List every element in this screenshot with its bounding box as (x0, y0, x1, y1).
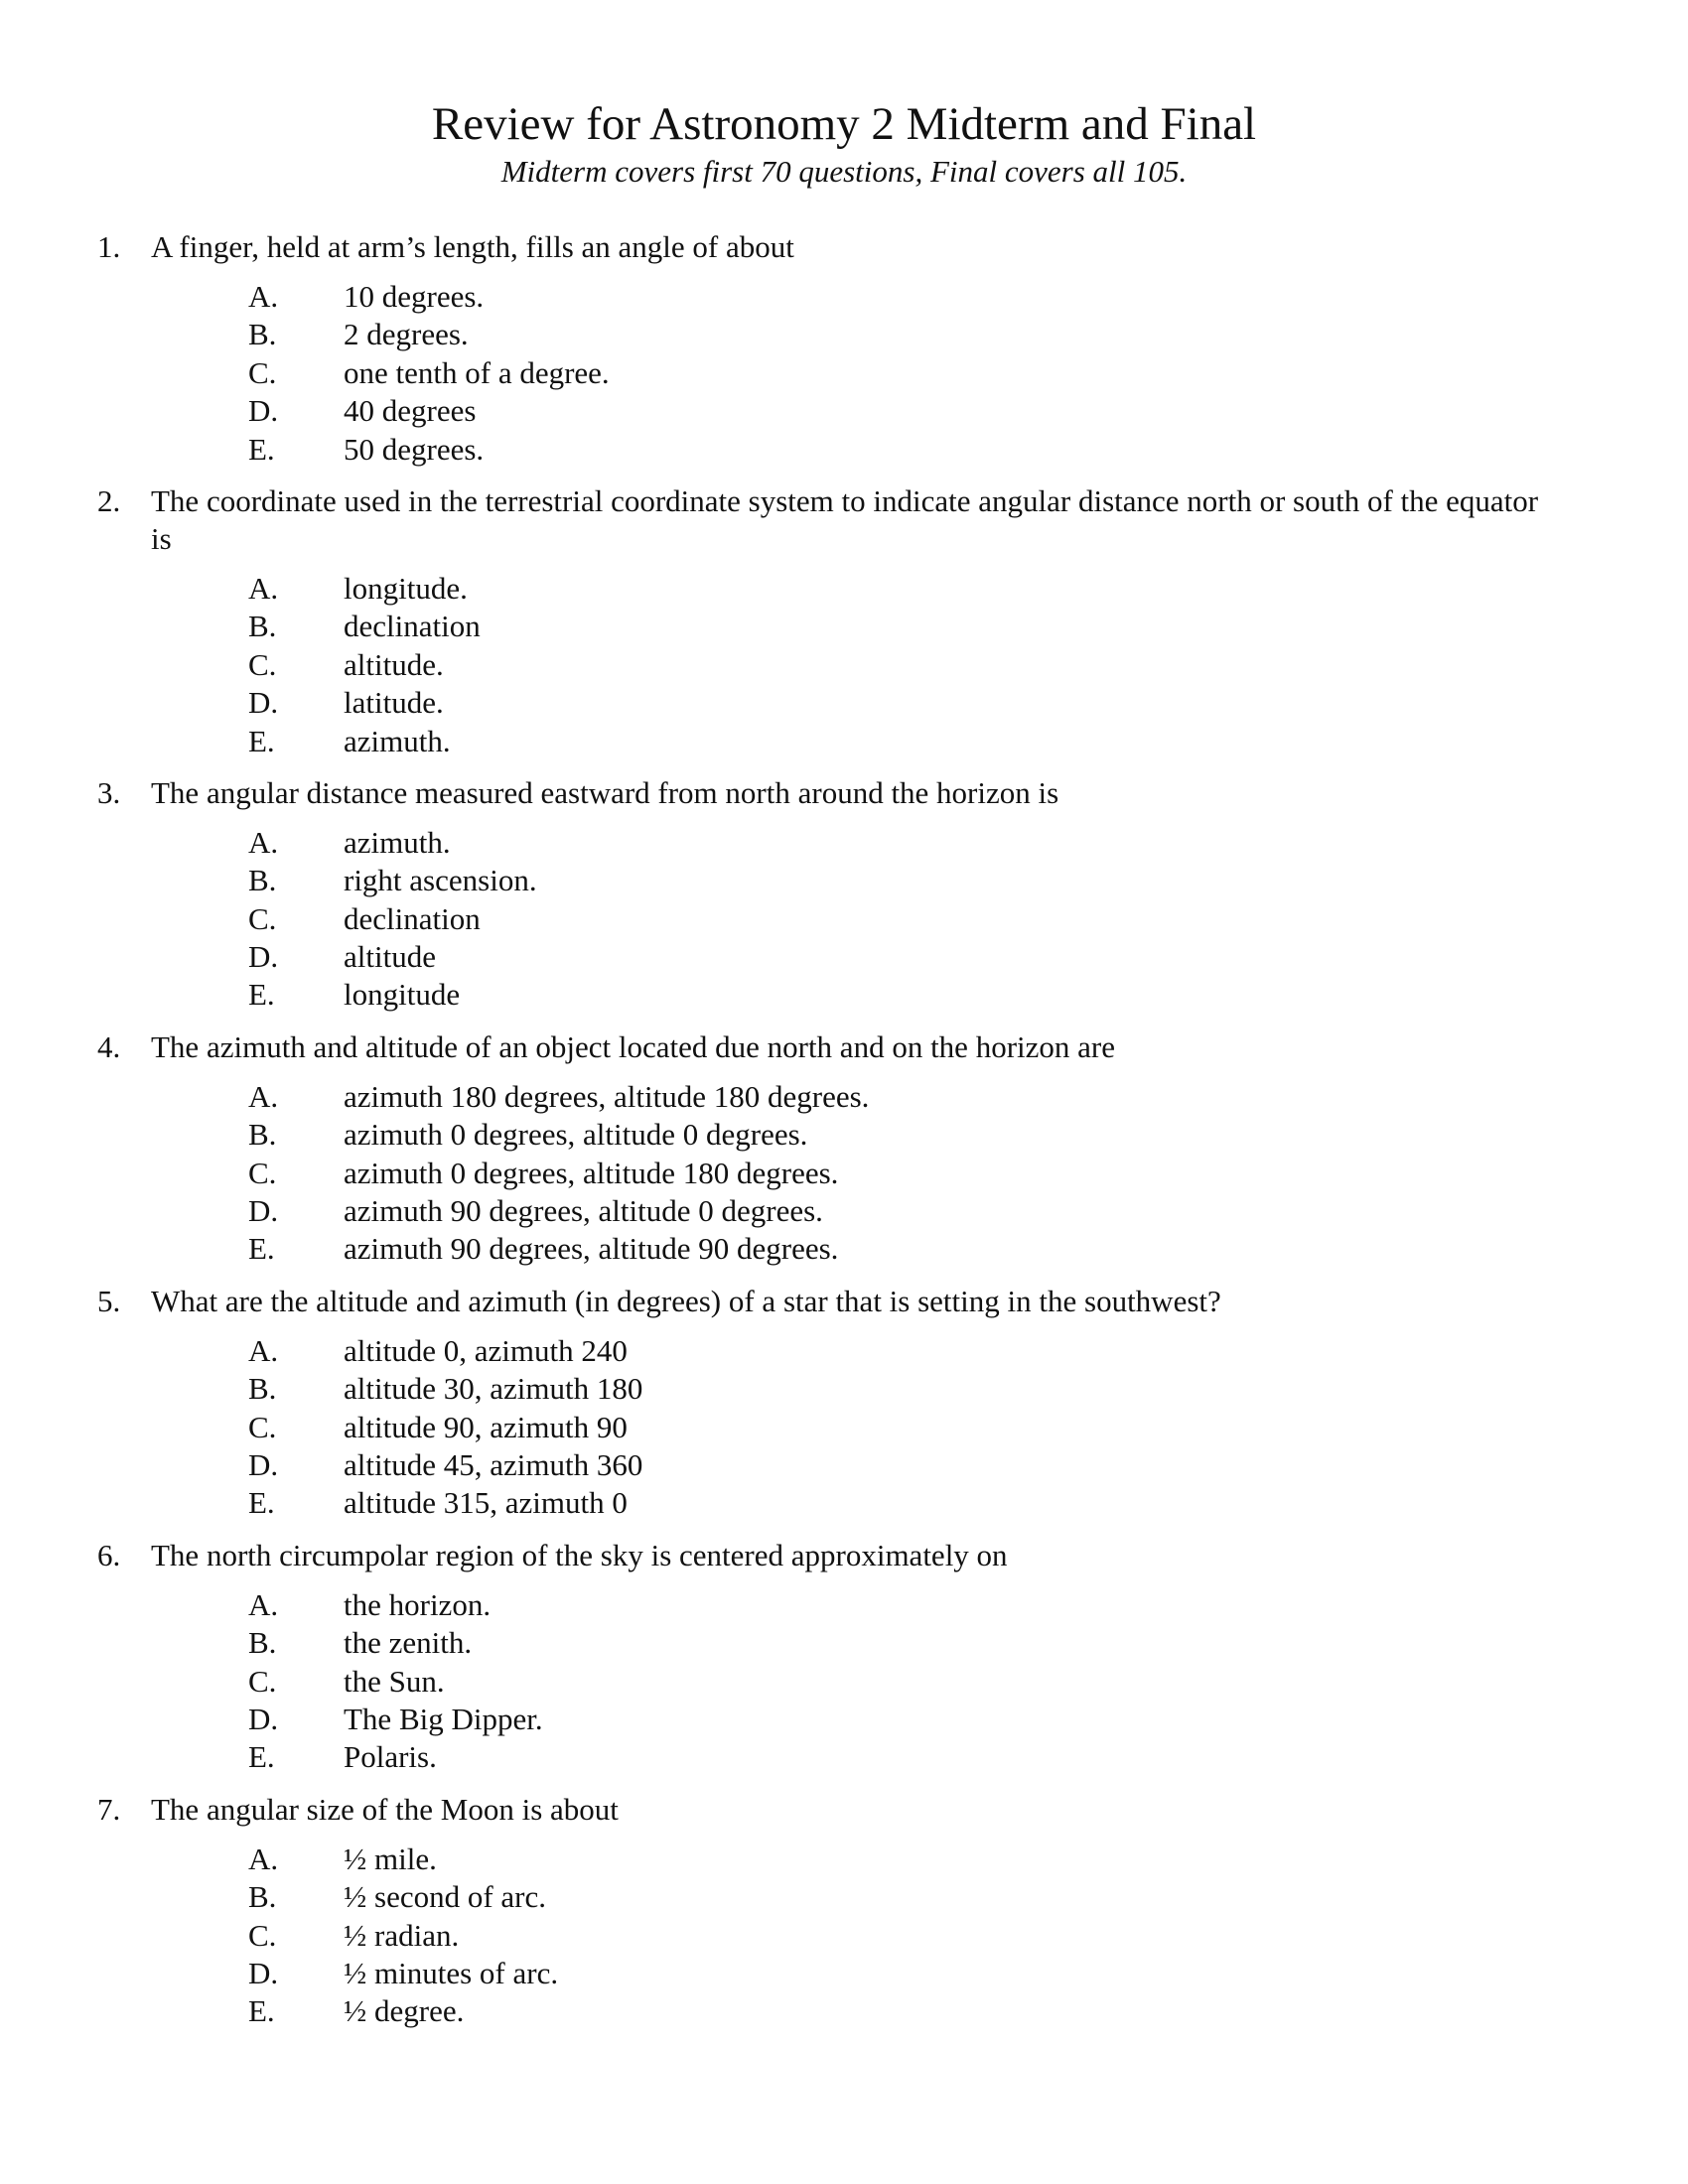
choice-letter: D. (248, 1955, 279, 1990)
choice-text: latitude. (344, 685, 444, 721)
choice-text: azimuth 90 degrees, altitude 0 degrees. (344, 1193, 823, 1229)
answer-choice (0, 1624, 1688, 1662)
question-number: 7. (97, 1791, 121, 1827)
answer-choice (0, 862, 1688, 899)
answer-choice (0, 1332, 1688, 1370)
choice-text: altitude 315, azimuth 0 (344, 1485, 628, 1521)
document-subtitle: Midterm covers first 70 questions, Final covers all 105. (500, 154, 1188, 189)
question-text: The azimuth and altitude of an object located due north and on the horizon are (151, 1028, 1115, 1064)
choice-letter: C. (248, 1663, 277, 1699)
answer-choice (0, 1917, 1688, 1955)
choice-text: altitude (344, 939, 436, 975)
choice-text: ½ mile. (344, 1841, 437, 1876)
question-1 (0, 228, 1688, 469)
answer-choice (0, 316, 1688, 353)
question-text: The angular distance measured eastward from north around the horizon is (151, 774, 1059, 810)
answer-choice (0, 1230, 1688, 1268)
choice-letter: E. (248, 1739, 275, 1775)
choice-letter: E. (248, 431, 275, 467)
choice-text: altitude. (344, 646, 444, 682)
question-number: 6. (97, 1537, 121, 1572)
choice-text: the Sun. (344, 1663, 445, 1699)
choice-text: Polaris. (344, 1739, 437, 1775)
choice-letter: E. (248, 1993, 275, 2029)
question-6 (0, 1537, 1688, 1777)
choice-letter: C. (248, 646, 277, 682)
question-3 (0, 774, 1688, 1015)
answer-choice (0, 1878, 1688, 1916)
answer-choice (0, 354, 1688, 392)
choice-text: 2 degrees. (344, 317, 469, 352)
question-number: 5. (97, 1283, 121, 1318)
choice-text: 10 degrees. (344, 279, 485, 314)
answer-choice (0, 900, 1688, 938)
answer-choice (0, 392, 1688, 430)
answer-choice (0, 1370, 1688, 1408)
question-text: A finger, held at arm’s length, fills an angle of about (151, 229, 794, 264)
choice-text: right ascension. (344, 863, 537, 898)
choice-text: ½ minutes of arc. (344, 1955, 559, 1990)
choice-text: ½ radian. (344, 1917, 460, 1953)
question-text: The north circumpolar region of the sky is centered approximately on (151, 1537, 1008, 1572)
answer-choice (0, 570, 1688, 608)
choice-letter: A. (248, 570, 279, 606)
choice-letter: C. (248, 1409, 277, 1444)
choice-letter: C. (248, 900, 277, 936)
answer-choice (0, 824, 1688, 862)
answer-choice (0, 1446, 1688, 1484)
answer-choice (0, 1078, 1688, 1116)
answer-choice (0, 723, 1688, 760)
choice-text: azimuth. (344, 723, 451, 758)
choice-letter: A. (248, 279, 279, 314)
choice-text: the zenith. (344, 1625, 473, 1661)
choice-text: azimuth. (344, 824, 451, 860)
choice-letter: E. (248, 977, 275, 1013)
answer-choice (0, 1409, 1688, 1446)
choice-text: longitude. (344, 570, 468, 606)
choice-letter: A. (248, 824, 279, 860)
answer-choice (0, 646, 1688, 684)
answer-choices (0, 1841, 1688, 2031)
choice-letter: D. (248, 393, 279, 429)
choice-letter: D. (248, 1446, 279, 1482)
answer-choice (0, 1586, 1688, 1624)
choice-letter: E. (248, 1231, 275, 1267)
answer-choice (0, 278, 1688, 316)
choice-letter: C. (248, 354, 277, 390)
choice-letter: B. (248, 317, 277, 352)
choice-letter: B. (248, 1371, 277, 1407)
answer-choices (0, 824, 1688, 1015)
choice-text: declination (344, 609, 481, 644)
answer-choice (0, 1116, 1688, 1154)
choice-text: 40 degrees (344, 393, 477, 429)
choice-letter: C. (248, 1155, 277, 1190)
choice-letter: B. (248, 1879, 277, 1915)
answer-choice (0, 1992, 1688, 2030)
answer-choice (0, 1155, 1688, 1192)
choice-text: ½ second of arc. (344, 1879, 546, 1915)
question-number: 2. (97, 482, 121, 518)
choice-letter: B. (248, 1625, 277, 1661)
choice-letter: C. (248, 1917, 277, 1953)
choice-letter: A. (248, 1332, 279, 1368)
question-text: The coordinate used in the terrestrial coordinate system to indicate angular distance north or south of the equator is (151, 482, 1539, 556)
answer-choices (0, 278, 1688, 469)
answer-choices (0, 1078, 1688, 1269)
answer-choice (0, 608, 1688, 645)
question-number: 4. (97, 1028, 121, 1064)
answer-choice (0, 1841, 1688, 1878)
choice-text: declination (344, 900, 481, 936)
choice-letter: B. (248, 1117, 277, 1153)
choice-text: the horizon. (344, 1586, 492, 1622)
answer-choice (0, 976, 1688, 1014)
answer-choice (0, 938, 1688, 976)
choice-text: altitude 45, azimuth 360 (344, 1446, 643, 1482)
document-title: Review for Astronomy 2 Midterm and Final (431, 98, 1257, 150)
choice-text: azimuth 90 degrees, altitude 90 degrees. (344, 1231, 839, 1267)
answer-choice (0, 1738, 1688, 1776)
answer-choices (0, 570, 1688, 760)
choice-text: altitude 30, azimuth 180 (344, 1371, 643, 1407)
answer-choice (0, 1484, 1688, 1522)
answer-choice (0, 1701, 1688, 1738)
answer-choice (0, 1192, 1688, 1230)
question-4 (0, 1028, 1688, 1269)
choice-text: 50 degrees. (344, 431, 485, 467)
choice-letter: A. (248, 1078, 279, 1114)
choice-letter: E. (248, 1485, 275, 1521)
choice-letter: D. (248, 685, 279, 721)
choice-text: azimuth 0 degrees, altitude 180 degrees. (344, 1155, 839, 1190)
choice-text: The Big Dipper. (344, 1701, 543, 1736)
choice-text: altitude 0, azimuth 240 (344, 1332, 628, 1368)
choice-text: ½ degree. (344, 1993, 465, 2029)
choice-letter: D. (248, 939, 279, 975)
question-text: What are the altitude and azimuth (in degrees) of a star that is setting in the southwest? (151, 1283, 1221, 1318)
answer-choice (0, 431, 1688, 469)
question-5 (0, 1283, 1688, 1523)
choice-text: azimuth 0 degrees, altitude 0 degrees. (344, 1117, 808, 1153)
answer-choice (0, 1955, 1688, 1992)
answer-choice (0, 684, 1688, 722)
question-list (0, 228, 1688, 2045)
question-2 (0, 482, 1688, 760)
question-text: The angular size of the Moon is about (151, 1791, 619, 1827)
choice-text: longitude (344, 977, 461, 1013)
choice-letter: D. (248, 1701, 279, 1736)
choice-letter: A. (248, 1586, 279, 1622)
answer-choices (0, 1586, 1688, 1777)
choice-letter: E. (248, 723, 275, 758)
answer-choices (0, 1332, 1688, 1523)
choice-letter: A. (248, 1841, 279, 1876)
choice-text: azimuth 180 degrees, altitude 180 degrees. (344, 1078, 870, 1114)
question-number: 1. (97, 229, 121, 264)
choice-text: altitude 90, azimuth 90 (344, 1409, 628, 1444)
choice-letter: B. (248, 863, 277, 898)
choice-letter: D. (248, 1193, 279, 1229)
choice-letter: B. (248, 609, 277, 644)
question-7 (0, 1791, 1688, 2031)
question-number: 3. (97, 774, 121, 810)
choice-text: one tenth of a degree. (344, 354, 610, 390)
answer-choice (0, 1663, 1688, 1701)
